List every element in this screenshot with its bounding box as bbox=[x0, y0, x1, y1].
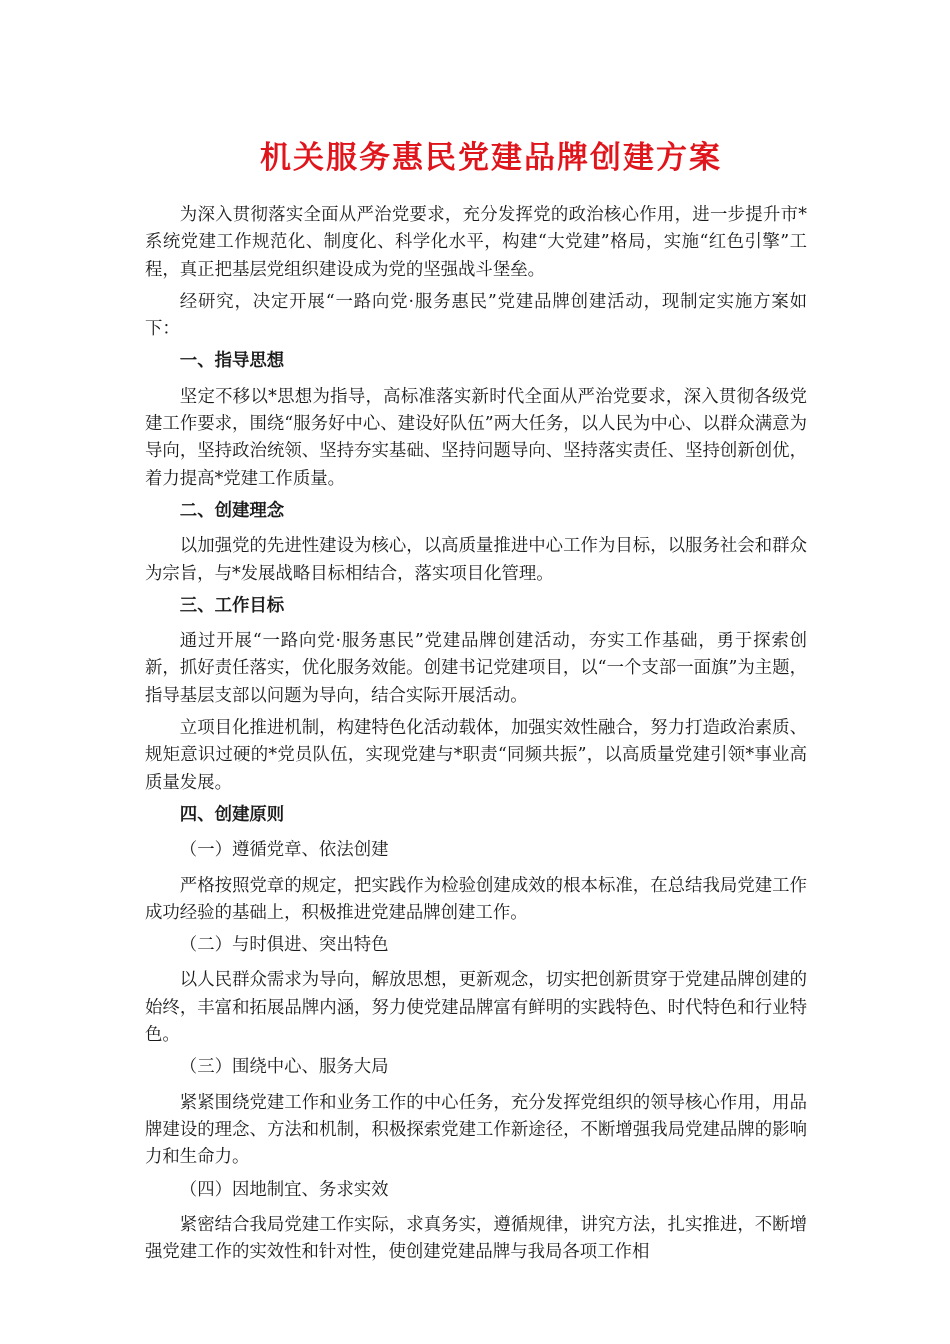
paragraph-decision: 经研究，决定开展“一路向党·服务惠民”党建品牌创建活动，现制定实施方案如下： bbox=[145, 291, 807, 340]
paragraph-intro: 为深入贯彻落实全面从严治党要求，充分发挥党的政治核心作用，进一步提升市*系统党建工作规范化、制度化、科学化水平，构建“大党建”格局，实施“红色引擎”工程，真正把基层党组织建设成为党的坚强战斗堡垒。 bbox=[145, 205, 807, 280]
subheading-principle-3: （三）围绕中心、服务大局 bbox=[179, 1057, 389, 1078]
heading-creation-concept: 二、创建理念 bbox=[179, 500, 285, 521]
document-title: 机关服务惠民党建品牌创建方案 bbox=[260, 140, 722, 176]
heading-creation-principles: 四、创建原则 bbox=[179, 804, 285, 825]
subheading-principle-1: （一）遵循党章、依法创建 bbox=[179, 840, 389, 861]
paragraph-principle-4: 紧密结合我局党建工作实际，求真务实，遵循规律，讲究方法，扎实推进，不断增强党建工作的实效性和针对性，使创建党建品牌与我局各项工作相 bbox=[145, 1214, 807, 1263]
paragraph-work-goals-1: 通过开展“一路向党·服务惠民”党建品牌创建活动，夯实工作基础，勇于探索创新，抓好责任落实，优化服务效能。创建书记党建项目，以“一个支部一面旗”为主题，指导基层支部以问题为导向，结合实际开展活动。 bbox=[145, 631, 807, 706]
paragraph-guiding-ideology: 坚定不移以*思想为指导，高标准落实新时代全面从严治党要求，深入贯彻各级党建工作要求，围绕“服务好中心、建设好队伍”两大任务，以人民为中心、以群众满意为导向，坚持政治统领、坚持夯实基础、坚持问题导向、坚持落实责任、坚持创新创优，着力提高*党建工作质量。 bbox=[145, 386, 807, 489]
paragraph-creation-concept: 以加强党的先进性建设为核心，以高质量推进中心工作为目标，以服务社会和群众为宗旨，与*发展战略目标相结合，落实项目化管理。 bbox=[145, 536, 807, 584]
heading-work-goals: 三、工作目标 bbox=[179, 595, 285, 616]
paragraph-principle-3: 紧紧围绕党建工作和业务工作的中心任务，充分发挥党组织的领导核心作用，用品牌建设的理念、方法和机制，积极探索党建工作新途径，不断增强我局党建品牌的影响力和生命力。 bbox=[145, 1092, 807, 1168]
paragraph-work-goals-2: 立项目化推进机制，构建特色化活动载体，加强实效性融合，努力打造政治素质、规矩意识过硬的*党员队伍，实现党建与*职责“同频共振”，以高质量党建引领*事业高质量发展。 bbox=[145, 718, 807, 793]
document-page bbox=[145, 128, 807, 1271]
paragraph-principle-2: 以人民群众需求为导向，解放思想，更新观念，切实把创新贯穿于党建品牌创建的始终，丰富和拓展品牌内涵，努力使党建品牌富有鲜明的实践特色、时代特色和行业特色。 bbox=[145, 970, 807, 1046]
subheading-principle-2: （二）与时俱进、突出特色 bbox=[179, 935, 389, 956]
subheading-principle-4: （四）因地制宜、务求实效 bbox=[179, 1179, 389, 1200]
heading-guiding-ideology: 一、指导思想 bbox=[179, 351, 285, 372]
paragraph-principle-1: 严格按照党章的规定，把实践作为检验创建成效的根本标准，在总结我局党建工作成功经验的基础上，积极推进党建品牌创建工作。 bbox=[145, 875, 807, 923]
